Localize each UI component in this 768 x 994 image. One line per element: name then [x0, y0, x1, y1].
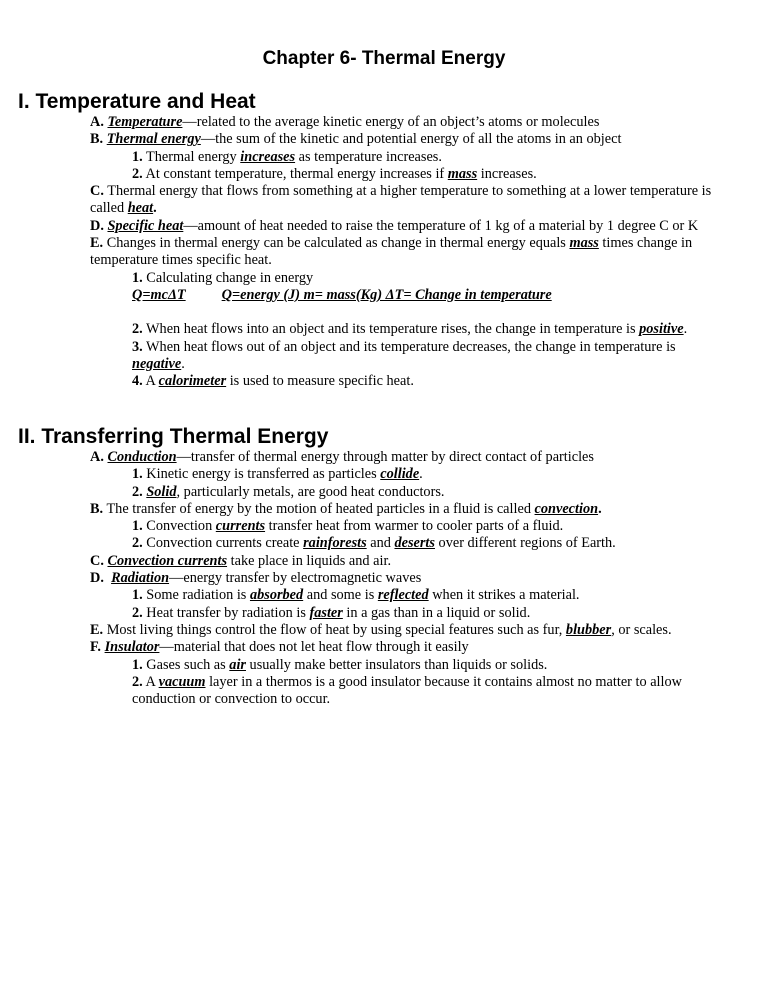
item-1E: E. Changes in thermal energy can be calculated as change in thermal energy equals mass times change in temperature times specific heat. [90, 235, 693, 269]
section-1-heading: I. Temperature and Heat [18, 90, 256, 113]
item-1E2: 2. When heat flows into an object and its temperature rises, the change in temperature is positive. [132, 321, 688, 338]
item-2A2: 2. Solid, particularly metals, are good heat conductors. [132, 483, 445, 500]
page-title: Chapter 6- Thermal Energy [262, 48, 506, 69]
item-1C: C. Thermal energy that flows from something at a higher temperature to something at a lower temperature is called heat. [90, 183, 712, 217]
item-1B: B. Thermal energy—the sum of the kinetic and potential energy of all the atoms in an object [90, 131, 622, 148]
item-2B2: 2. Convection currents create rainforests and deserts over different regions of Earth. [132, 535, 616, 552]
item-1D: D. Specific heat—amount of heat needed to raise the temperature of 1 kg of a material by 1 degree C or K [90, 217, 699, 234]
formula: Q=mcΔT [132, 286, 186, 303]
item-1A: A. Temperature—related to the average kinetic energy of an object’s atoms or molecules [90, 114, 600, 130]
formula-line [90, 287, 730, 304]
item-1B2: 2. At constant temperature, thermal energy increases if mass increases. [132, 165, 537, 182]
item-2C: C. Convection currents take place in liquids and air. [90, 552, 392, 569]
item-2F1: 1. Gases such as air usually make better insulators than liquids or solids. [132, 656, 548, 673]
item-2D: D. Radiation—energy transfer by electromagnetic waves [90, 570, 422, 587]
formula-description: Q=energy (J) m= mass(Kg) ΔT= Change in temperature [221, 286, 552, 303]
item-2A1: 1. Kinetic energy is transferred as particles collide. [132, 466, 423, 483]
item-2B1: 1. Convection currents transfer heat from warmer to cooler parts of a fluid. [132, 518, 564, 535]
section-2-heading: II. Transferring Thermal Energy [18, 425, 329, 448]
item-2D2: 2. Heat transfer by radiation is faster in a gas than in a liquid or solid. [132, 604, 531, 621]
item-1E4: 4. A calorimeter is used to measure specific heat. [132, 373, 414, 390]
item-2A: A. Conduction—transfer of thermal energy through matter by direct contact of particles [90, 449, 594, 465]
item-1B1: 1. Thermal energy increases as temperature increases. [132, 148, 442, 165]
item-2B: B. The transfer of energy by the motion of heated particles in a fluid is called convection. [90, 500, 602, 517]
item-2E: E. Most living things control the flow of heat by using special features such as fur, blubber, or scales. [90, 621, 672, 638]
item-2F: F. Insulator—material that does not let heat flow through it easily [90, 639, 469, 656]
section-1-body [90, 114, 730, 390]
section-2-body [90, 449, 730, 708]
item-1E1: 1. Calculating change in energy [132, 269, 314, 286]
item-1E3: 3. When heat flows out of an object and its temperature decreases, the change in temperature is negative. [132, 338, 676, 372]
item-2D1: 1. Some radiation is absorbed and some is reflected when it strikes a material. [132, 587, 580, 604]
item-2F2: 2. A vacuum layer in a thermos is a good insulator because it contains almost no matter to allow conduction or convection to occur. [132, 673, 682, 708]
